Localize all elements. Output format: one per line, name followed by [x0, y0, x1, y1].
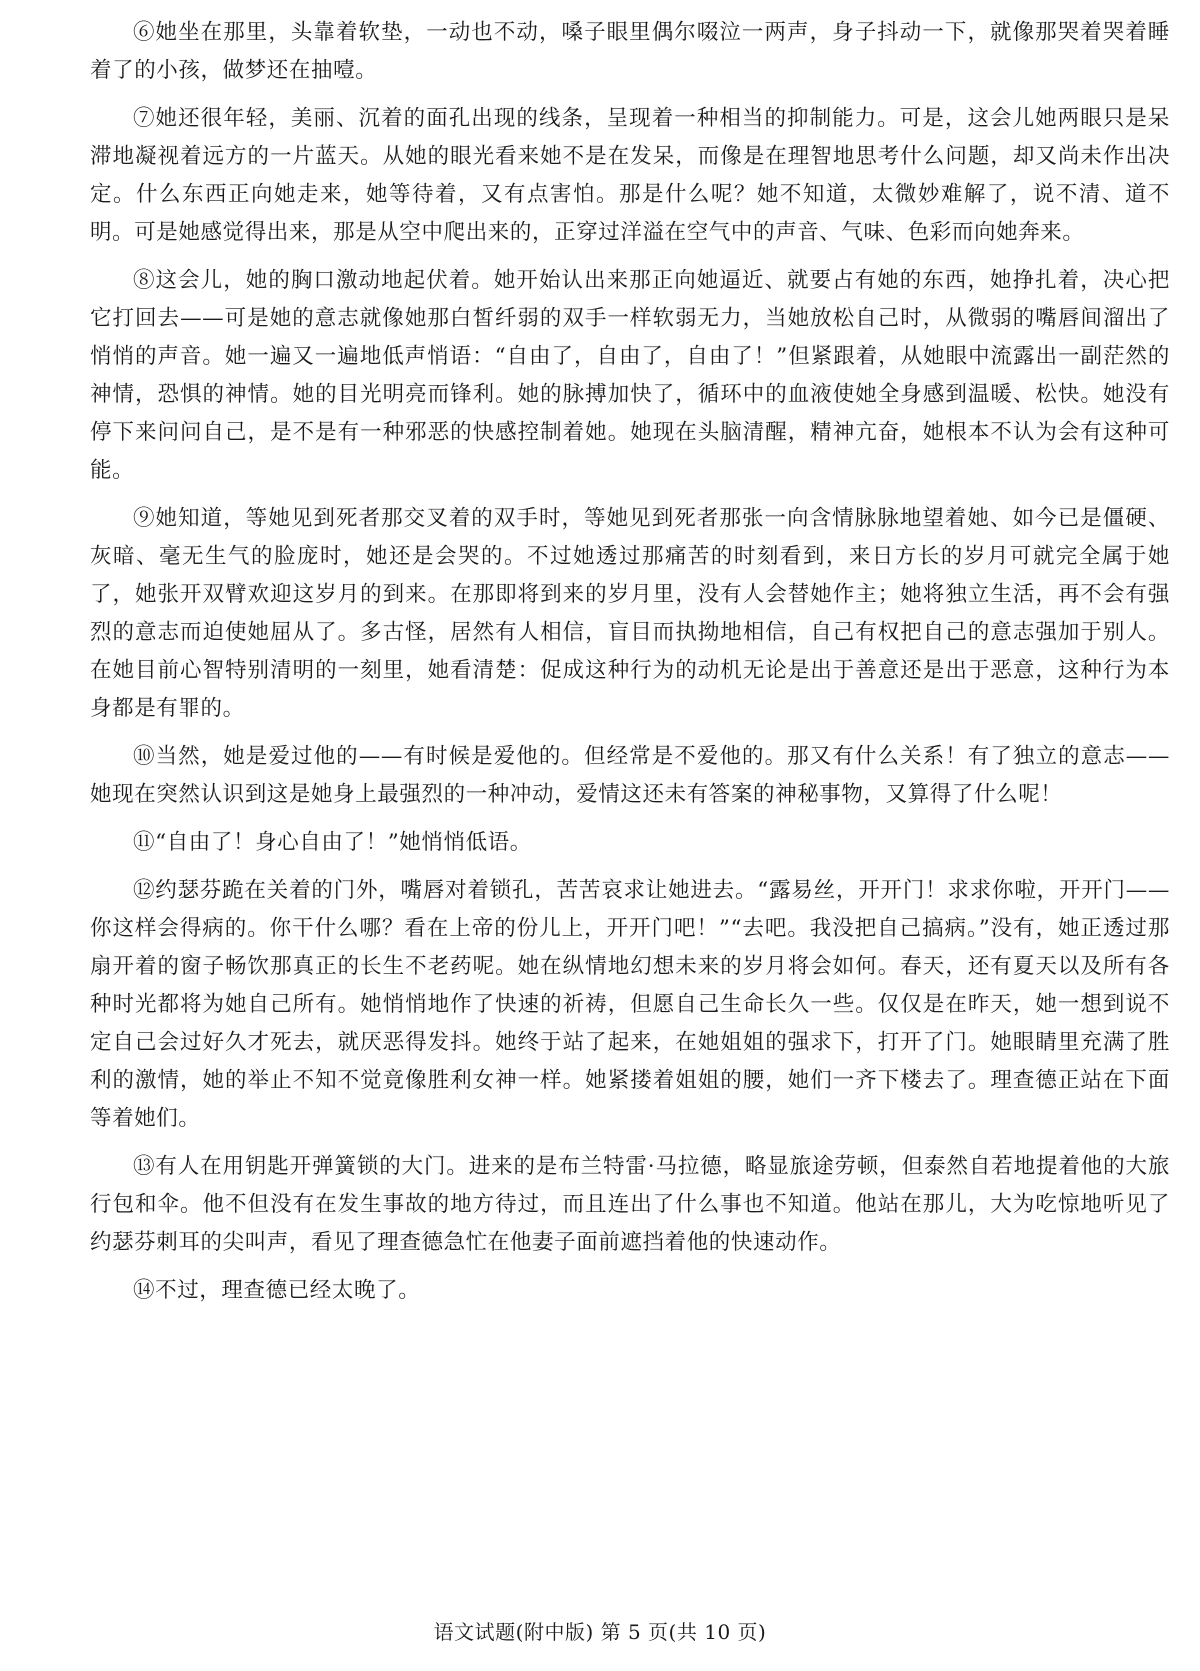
paragraph-7: ⑦她还很年轻，美丽、沉着的面孔出现的线条，呈现着一种相当的抑制能力。可是，这会儿她两眼只是呆滞地凝视着远方的一片蓝天。从她的眼光看来她不是在发呆，而像是在理智地思考什么问题，却又尚未作出决定。什么东西正向她走来，她等待着，又有点害怕。那是什么呢？她不知道，太微妙难解了，说不清、道不明。可是她感觉得出来，那是从空中爬出来的，正穿过洋溢在空气中的声音、气味、色彩而向她奔来。	[90, 106, 1170, 245]
paragraph-10: ⑩当然，她是爱过他的——有时候是爱他的。但经常是不爱他的。那又有什么关系！有了独立的意志——她现在突然认识到这是她身上最强烈的一种冲动，爱情这还未有答案的神秘事物，又算得了什么呢！	[90, 744, 1170, 807]
paragraph-11: ⑪“自由了！身心自由了！”她悄悄低语。	[133, 830, 532, 855]
paragraph-9: ⑨她知道，等她见到死者那交叉着的双手时，等她见到死者那张一向含情脉脉地望着她、如今已是僵硬、灰暗、毫无生气的脸庞时，她还是会哭的。不过她透过那痛苦的时刻看到，来日方长的岁月可就完全属于她了，她张开双臂欢迎这岁月的到来。在那即将到来的岁月里，没有人会替她作主；她将独立生活，再不会有强烈的意志而迫使她屈从了。多古怪，居然有人相信，盲目而执拗地相信，自己有权把自己的意志强加于别人。在她目前心智特别清明的一刻里，她看清楚：促成这种行为的动机无论是出于善意还是出于恶意，这种行为本身都是有罪的。	[90, 506, 1170, 721]
page-body	[90, 14, 1170, 1320]
paragraph-14: ⑭不过，理查德已经太晚了。	[133, 1278, 421, 1303]
paragraph-13: ⑬有人在用钥匙开弹簧锁的大门。进来的是布兰特雷·马拉德，略显旅途劳顿，但泰然自若地提着他的大旅行包和伞。他不但没有在发生事故的地方待过，而且连出了什么事也不知道。他站在那儿，大为吃惊地听见了约瑟芬刺耳的尖叫声，看见了理查德急忙在他妻子面前遮挡着他的快速动作。	[90, 1154, 1170, 1255]
paragraph-12: ⑫约瑟芬跪在关着的门外，嘴唇对着锁孔，苦苦哀求让她进去。“露易丝，开开门！求求你啦，开开门——你这样会得病的。你干什么哪？看在上帝的份儿上，开开门吧！”“去吧。我没把自己搞病。”没有，她正透过那扇开着的窗子畅饮那真正的长生不老药呢。她在纵情地幻想未来的岁月将会如何。春天，还有夏天以及所有各种时光都将为她自己所有。她悄悄地作了快速的祈祷，但愿自己生命长久一些。仅仅是在昨天，她一想到说不定自己会过好久才死去，就厌恶得发抖。她终于站了起来，在她姐姐的强求下，打开了门。她眼睛里充满了胜利的激情，她的举止不知不觉竟像胜利女神一样。她紧搂着姐姐的腰，她们一齐下楼去了。理查德正站在下面等着她们。	[90, 878, 1170, 1131]
paragraph-8: ⑧这会儿，她的胸口激动地起伏着。她开始认出来那正向她逼近、就要占有她的东西，她挣扎着，决心把它打回去——可是她的意志就像她那白皙纤弱的双手一样软弱无力，当她放松自己时，从微弱的嘴唇间溜出了悄悄的声音。她一遍又一遍地低声悄语：“自由了，自由了，自由了！”但紧跟着，从她眼中流露出一副茫然的神情，恐惧的神情。她的目光明亮而锋利。她的脉搏加快了，循环中的血液使她全身感到温暖、松快。她没有停下来问问自己，是不是有一种邪恶的快感控制着她。她现在头脑清醒，精神亢奋，她根本不认为会有这种可能。	[90, 268, 1170, 483]
page-footer: 语文试题(附中版) 第 5 页(共 10 页)	[433, 1620, 767, 1644]
paragraph-6: ⑥她坐在那里，头靠着软垫，一动也不动，嗓子眼里偶尔啜泣一两声，身子抖动一下，就像那哭着哭着睡着了的小孩，做梦还在抽噎。	[90, 20, 1170, 83]
